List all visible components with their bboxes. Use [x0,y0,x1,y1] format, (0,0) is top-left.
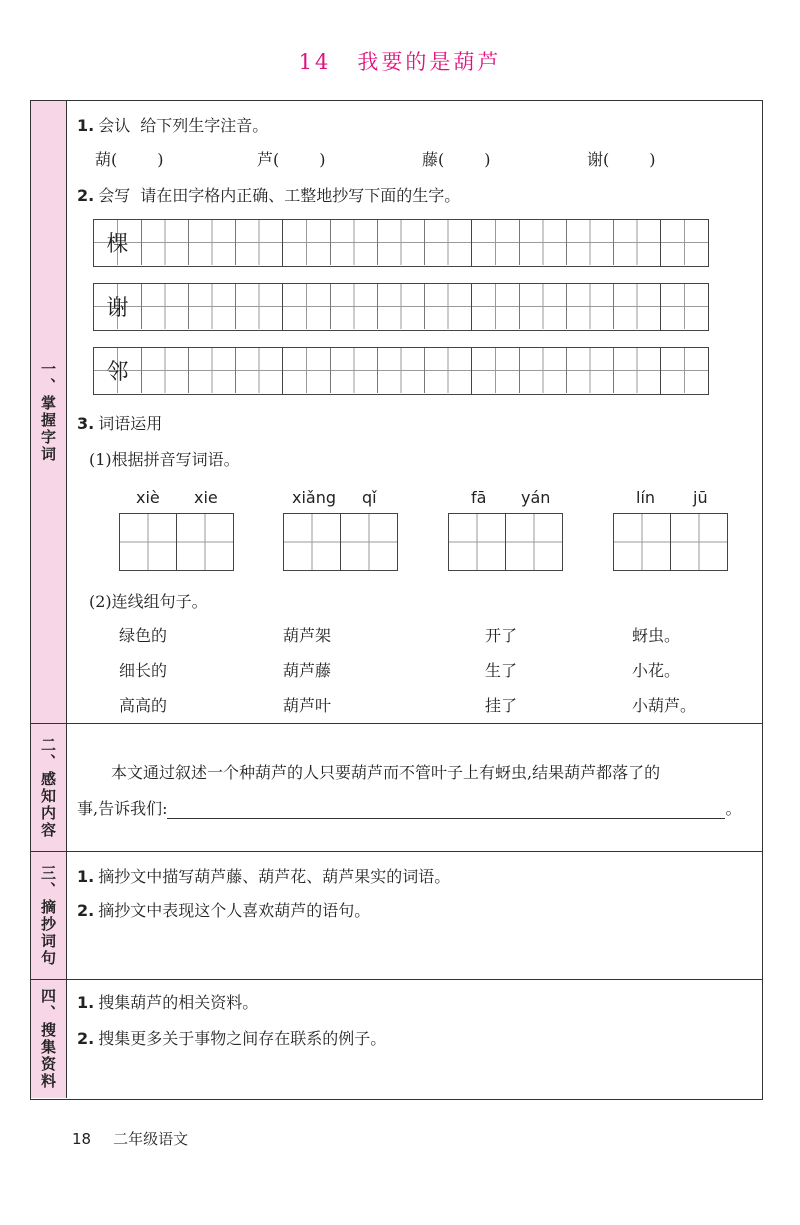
phonetic-item[interactable]: 藤( ) [422,150,491,169]
page-footer [72,1128,188,1149]
section-master-words [31,101,762,723]
pinyin: xie [194,488,218,507]
section-collect-info [31,979,762,1098]
pinyin-answer-box[interactable] [613,513,728,571]
pinyin: xiè [136,488,160,507]
pinyin: yán [521,488,551,507]
pinyin-answer-box[interactable] [448,513,563,571]
task-item: 2. 搜集更多关于事物之间存在联系的例子。 [77,1029,387,1048]
match-word[interactable]: 蚜虫。 [632,626,681,645]
section-label: 三、摘抄词句 [39,864,57,967]
book-name: 二年级语文 [113,1130,189,1148]
section-sidebar [31,101,67,723]
task-item: 1. 搜集葫芦的相关资料。 [77,993,259,1012]
pinyin-answer-box[interactable] [283,513,398,571]
match-word[interactable]: 绿色的 [119,626,168,645]
section-sidebar [31,980,67,1098]
pinyin: fā [471,488,487,507]
section-label: 四、搜集资料 [39,988,57,1090]
question-2 [77,183,460,206]
page-title [0,46,800,76]
match-word[interactable]: 高高的 [119,696,168,715]
match-word[interactable]: 开了 [485,626,518,645]
phonetic-item[interactable]: 谢( ) [587,150,656,169]
match-word[interactable]: 挂了 [485,696,518,715]
section-sidebar [31,724,67,851]
question-title: 词语运用 [98,414,163,433]
question-title: 会写 [98,186,131,205]
model-character: 邻 [106,360,129,385]
pinyin: qǐ [362,488,377,507]
match-word[interactable]: 葫芦架 [283,626,332,645]
section-sidebar [31,852,67,979]
question-number: 2. [77,186,95,205]
subquestion-2: (2)连线组句子。 [89,592,208,611]
model-character: 谢 [106,296,129,321]
model-character: 棵 [106,232,129,257]
match-word[interactable]: 细长的 [119,661,168,680]
match-word[interactable]: 葫芦藤 [283,661,332,680]
pinyin: xiǎng [292,488,337,507]
task-item: 1. 摘抄文中描写葫芦藤、葫芦花、葫芦果实的词语。 [77,867,451,886]
writing-grid-row[interactable] [93,283,709,331]
lesson-number: 14 [298,50,332,74]
question-3 [77,411,162,434]
section-perceive-content [31,723,762,851]
question-1 [77,113,268,136]
writing-grid-row[interactable] [93,219,709,267]
section-label: 一、掌握字词 [39,361,57,463]
section-label: 二、感知内容 [39,736,57,839]
match-word[interactable]: 小花。 [632,661,681,680]
task-item: 2. 摘抄文中表现这个人喜欢葫芦的语句。 [77,901,371,920]
pinyin: lín [636,488,656,507]
answer-line[interactable] [167,800,725,819]
question-title: 会认 [98,116,131,135]
summary-text: 本文通过叙述一个种葫芦的人只要葫芦而不管叶子上有蚜虫,结果葫芦都落了的 [111,763,661,782]
question-number: 3. [77,414,95,433]
page-number: 18 [72,1130,92,1148]
phonetic-item[interactable]: 葫( ) [95,150,164,169]
section-excerpt [31,851,762,979]
match-word[interactable]: 小葫芦。 [632,696,697,715]
question-number: 1. [77,116,95,135]
match-word[interactable]: 生了 [485,661,518,680]
writing-grid-row[interactable] [93,347,709,395]
phonetic-item[interactable]: 芦( ) [257,150,326,169]
fill-in-line[interactable]: 事,告诉我们: 。 [77,799,742,818]
worksheet-frame [30,100,763,1100]
match-word[interactable]: 葫芦叶 [283,696,332,715]
pinyin: jū [693,488,708,507]
pinyin-answer-box[interactable] [119,513,234,571]
question-instruction: 给下列生字注音。 [140,116,269,135]
lesson-title: 我要的是葫芦 [357,50,502,74]
question-instruction: 请在田字格内正确、工整地抄写下面的生字。 [140,186,461,205]
subquestion-1: (1)根据拼音写词语。 [89,450,240,469]
